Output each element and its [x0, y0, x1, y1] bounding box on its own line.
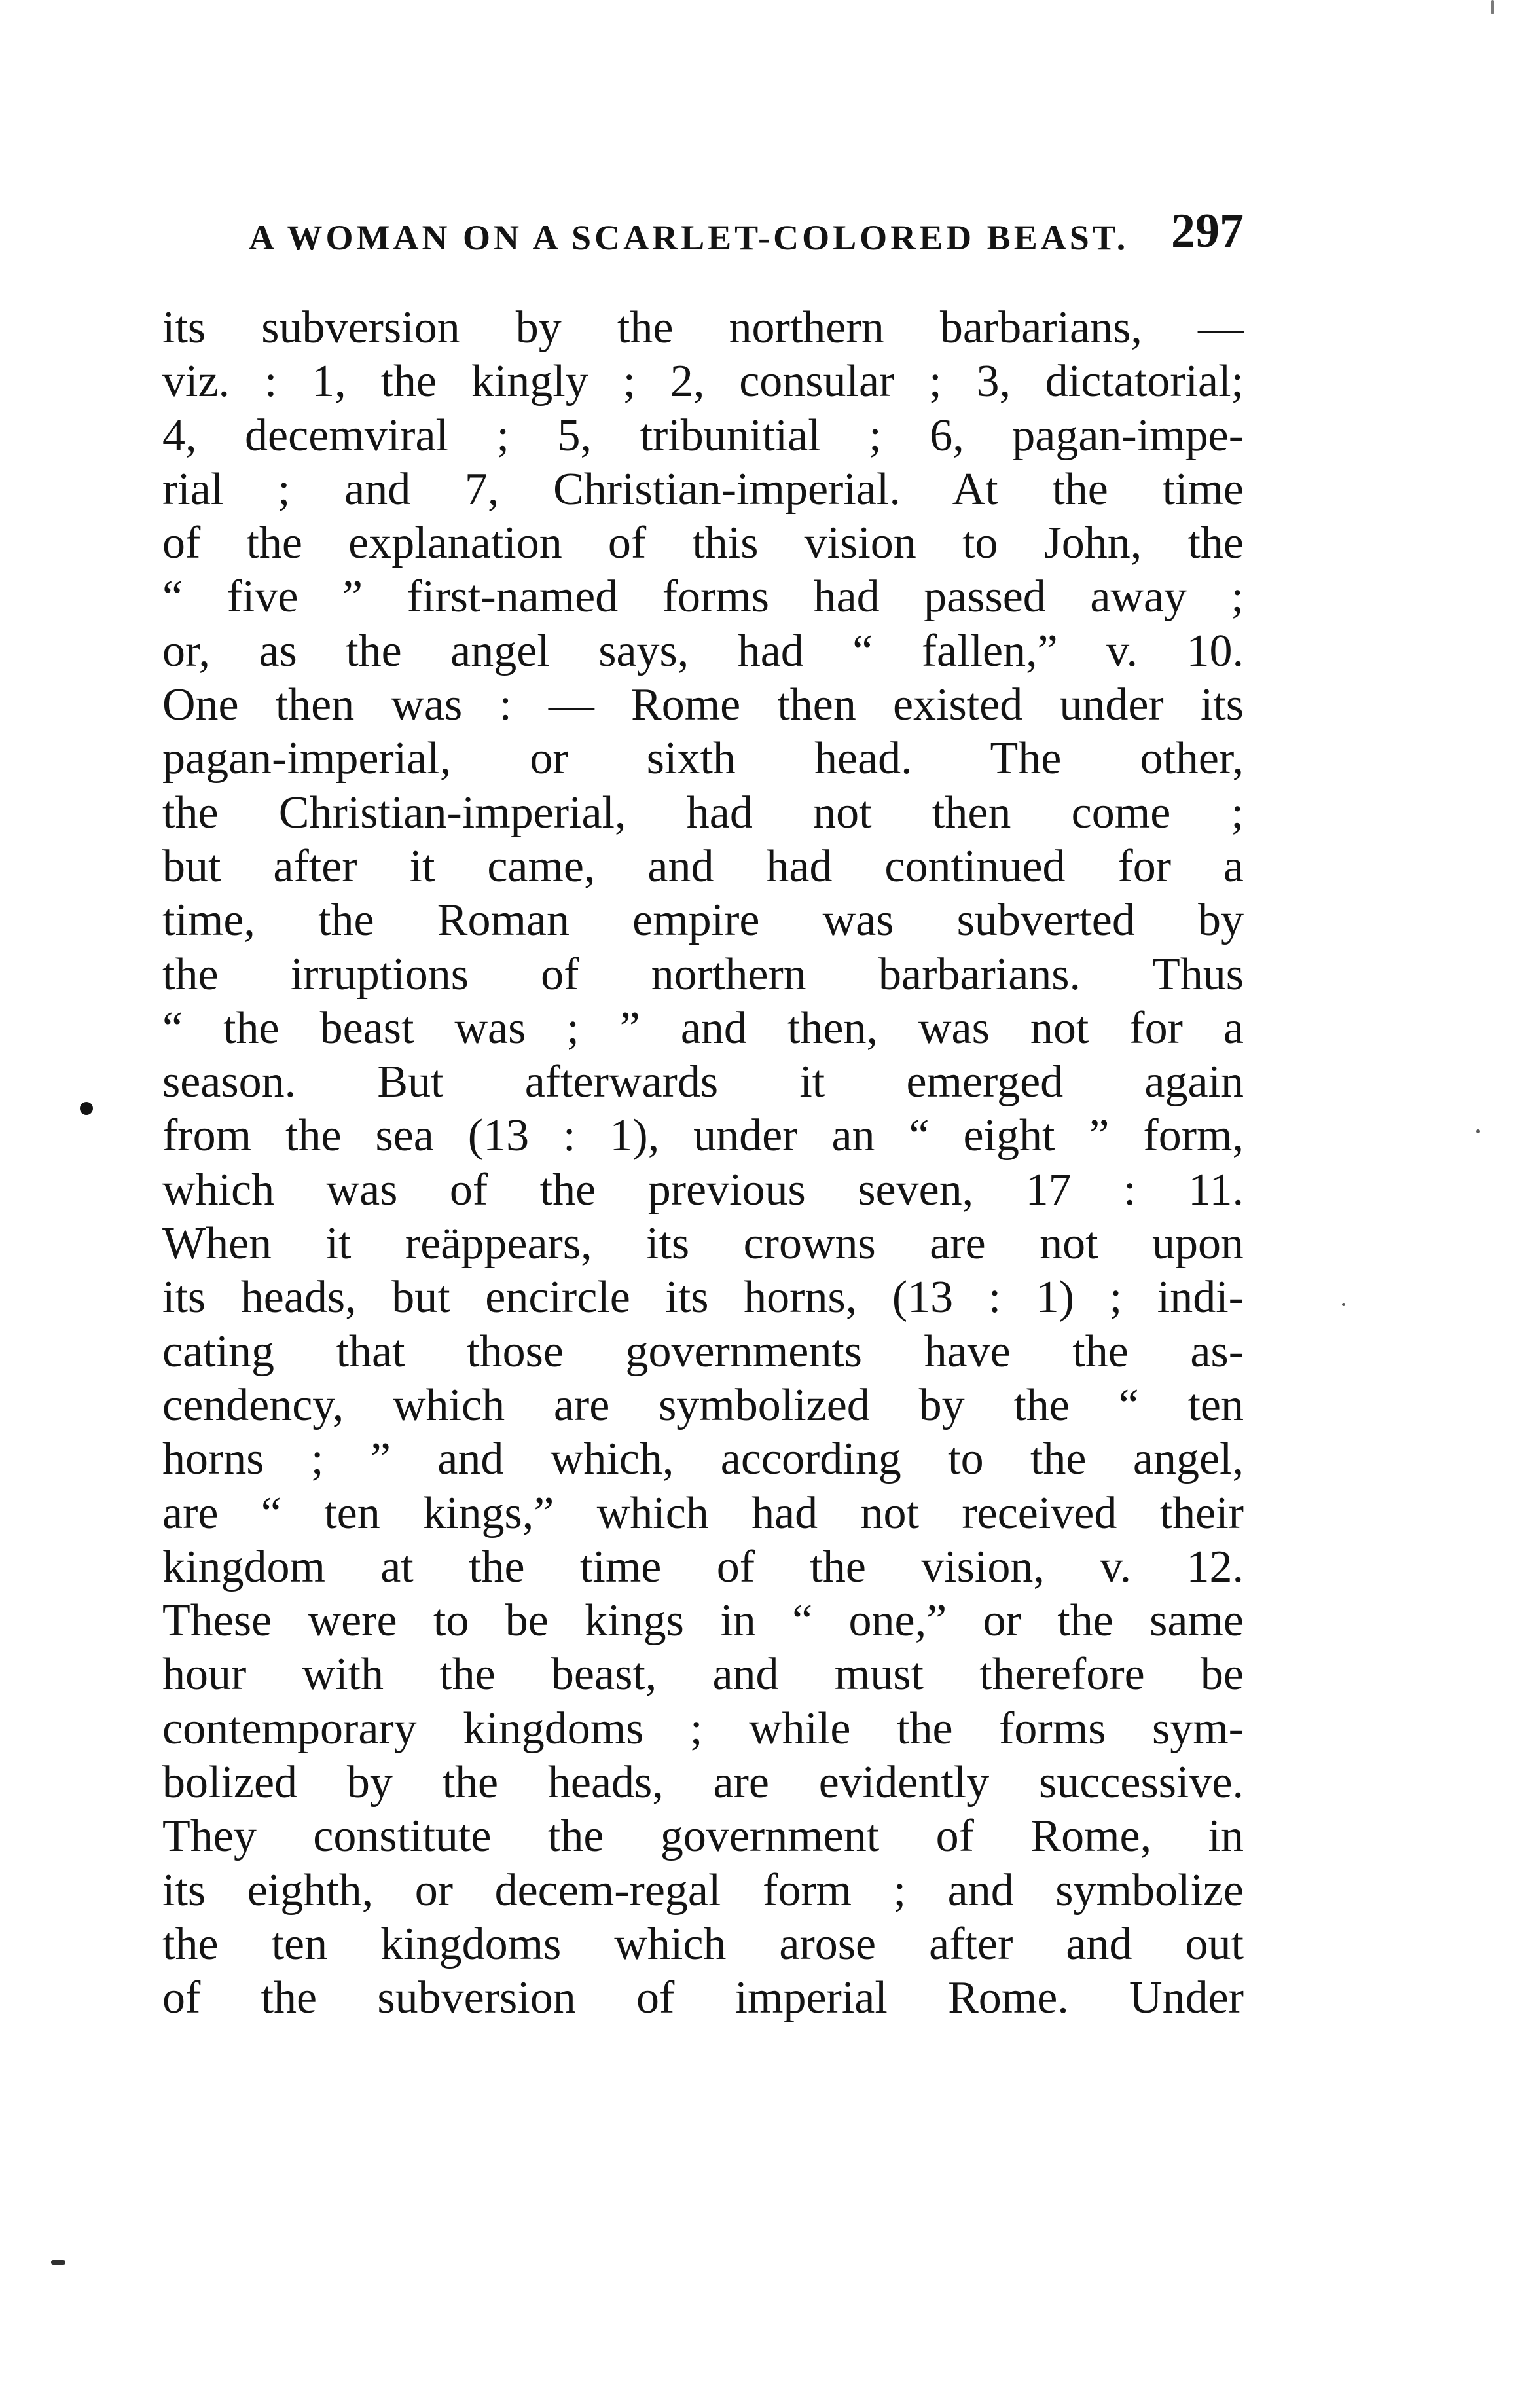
text-line: or, as the angel says, had “ fallen,” v. 10. [162, 625, 1244, 676]
page-number: 297 [1171, 204, 1244, 258]
text-line: contemporary kingdoms ; while the forms sym- [162, 1703, 1244, 1754]
text-line: its heads, but encircle its horns, (13 : 1) ; indi- [162, 1272, 1244, 1323]
text-line: viz. : 1, the kingly ; 2, consular ; 3, dictatorial; [162, 356, 1244, 407]
text-line: time, the Roman empire was subverted by [162, 895, 1244, 946]
text-line: the Christian-imperial, had not then come ; [162, 787, 1244, 838]
text-line: its eighth, or decem-regal form ; and symbolize [162, 1865, 1244, 1916]
text-line: hour with the beast, and must therefore be [162, 1649, 1244, 1700]
text-line: One then was : — Rome then existed under its [162, 680, 1244, 731]
running-head [249, 196, 1244, 258]
running-title: A WOMAN ON A SCARLET-COLORED BEAST. [249, 218, 1129, 257]
text-line: cating that those governments have the as- [162, 1326, 1244, 1377]
text-line: the irruptions of northern barbarians. Thus [162, 949, 1244, 1000]
text-line: horns ; ” and which, according to the angel, [162, 1434, 1244, 1485]
text-line: from the sea (13 : 1), under an “ eight ” form, [162, 1110, 1244, 1161]
text-line: kingdom at the time of the vision, v. 12. [162, 1541, 1244, 1592]
text-line: They constitute the government of Rome, in [162, 1811, 1244, 1862]
paper-speck [51, 2260, 65, 2265]
text-line: rial ; and 7, Christian-imperial. At the time [162, 464, 1244, 515]
margin-bullet-mark [80, 1102, 93, 1115]
text-line: which was of the previous seven, 17 : 11. [162, 1164, 1244, 1215]
text-line: but after it came, and had continued for a [162, 841, 1244, 892]
text-line: bolized by the heads, are evidently successive. [162, 1757, 1244, 1808]
text-line: pagan-imperial, or sixth head. The other, [162, 733, 1244, 784]
text-line: 4, decemviral ; 5, tribunitial ; 6, pagan-impe- [162, 410, 1244, 461]
text-line: of the subversion of imperial Rome. Under [162, 1973, 1244, 2024]
text-line: of the explanation of this vision to John, the [162, 518, 1244, 569]
paper-speck [1342, 1303, 1345, 1306]
text-line: its subversion by the northern barbarians, — [162, 302, 1244, 353]
text-line: the ten kingdoms which arose after and out [162, 1918, 1244, 1969]
text-line: “ the beast was ; ” and then, was not for a [162, 1002, 1244, 1053]
paper-speck [1491, 0, 1494, 14]
text-line: When it reäppears, its crowns are not upon [162, 1218, 1244, 1269]
text-line: cendency, which are symbolized by the “ ten [162, 1379, 1244, 1431]
text-line: are “ ten kings,” which had not received their [162, 1487, 1244, 1539]
text-line: season. But afterwards it emerged again [162, 1057, 1244, 1108]
text-line: These were to be kings in “ one,” or the same [162, 1596, 1244, 1647]
paper-speck [1476, 1129, 1480, 1133]
text-line: “ five ” first-named forms had passed away ; [162, 572, 1244, 623]
body-text [162, 301, 1244, 2026]
